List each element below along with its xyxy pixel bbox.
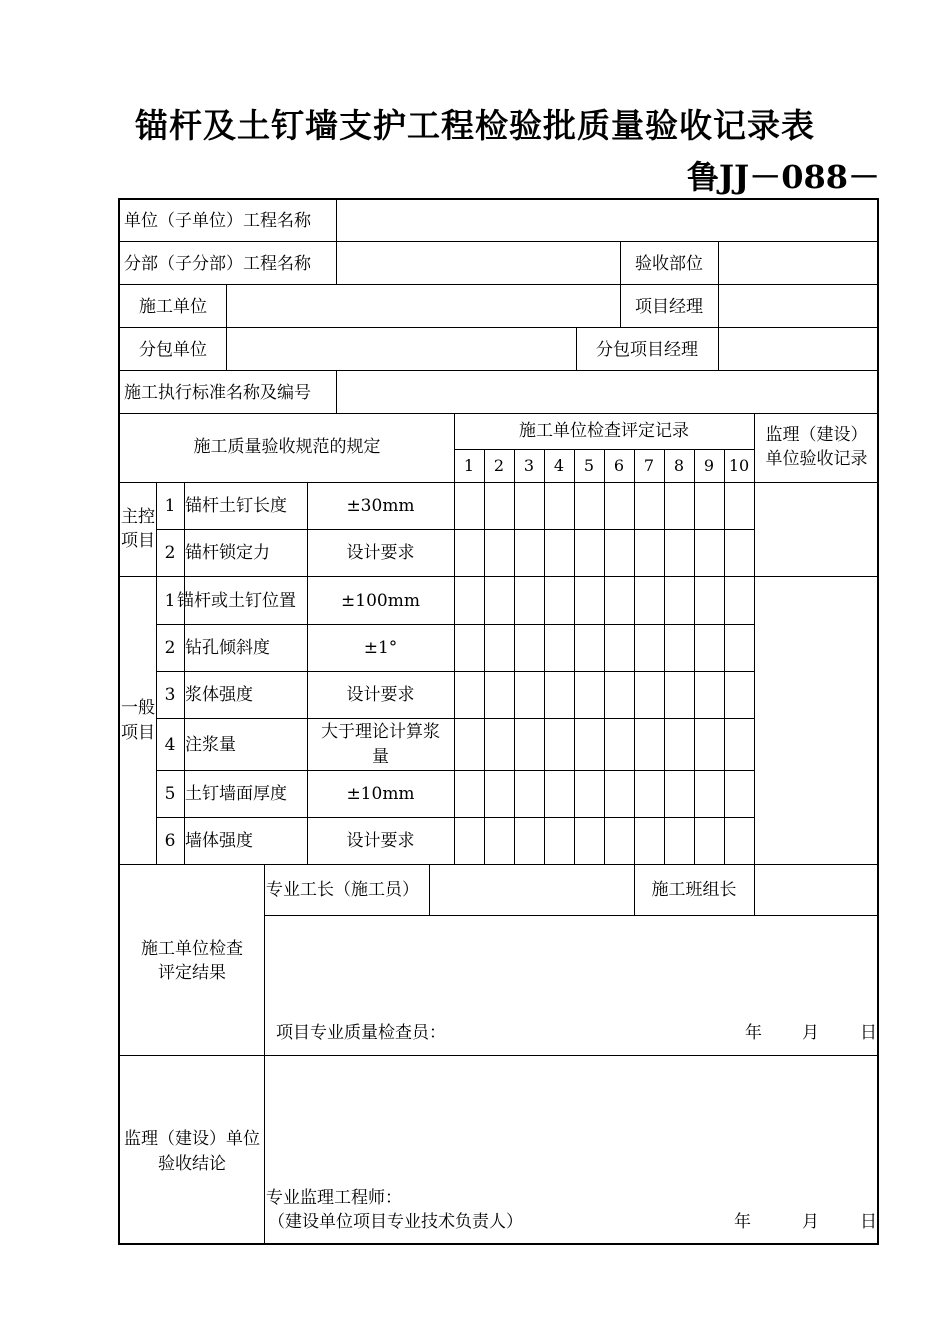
column-number: 6	[613, 456, 625, 475]
month-label: 月	[802, 1023, 819, 1043]
grid-line	[264, 915, 879, 916]
owner-rep-label: （建设单位项目专业技术负责人）	[268, 1212, 523, 1232]
grid-line	[634, 449, 635, 864]
item-name: 锚杆土钉长度	[185, 496, 287, 516]
grid-line	[120, 413, 879, 414]
form-code: 鲁JJ－088－	[686, 158, 880, 196]
subcontract-unit-label: 分包单位	[139, 340, 207, 360]
item-spec: ±100mm	[341, 591, 420, 611]
main-items-label: 主控	[121, 507, 155, 527]
grid-line	[336, 370, 337, 413]
item-number: 3	[164, 685, 176, 705]
grid-line	[754, 864, 755, 915]
month-label: 月	[802, 1212, 819, 1232]
general-items-label: 一般	[121, 698, 155, 718]
day-label: 日	[860, 1212, 877, 1232]
page-title: 锚杆及土钉墙支护工程检验批质量验收记录表	[135, 106, 815, 145]
grid-line	[724, 449, 725, 864]
grid-line	[184, 482, 185, 864]
unit-project-label: 单位（子单位）工程名称	[124, 211, 311, 231]
grid-line	[454, 413, 455, 864]
column-number: 7	[643, 456, 655, 475]
item-spec: ±30mm	[346, 496, 415, 516]
construction-check-label: 施工单位检查	[141, 939, 243, 959]
grid-line	[484, 449, 485, 864]
grid-line	[754, 413, 755, 864]
inspector-label: 项目专业质量检查员：	[276, 1023, 446, 1043]
column-number: 3	[523, 456, 535, 475]
grid-line	[120, 241, 879, 242]
general-items-label: 项目	[121, 723, 155, 743]
item-name: 钻孔倾斜度	[185, 638, 270, 658]
item-name: 土钉墙面厚度	[185, 784, 287, 804]
grid-line	[514, 449, 515, 864]
standard-label: 施工执行标准名称及编号	[124, 383, 311, 403]
item-number: 4	[164, 735, 176, 755]
day-label: 日	[860, 1023, 877, 1043]
grid-line	[718, 241, 719, 370]
item-number: 2	[164, 543, 176, 563]
accept-part-label: 验收部位	[635, 254, 703, 274]
grid-line	[120, 284, 879, 285]
grid-line	[336, 200, 337, 241]
item-spec: ±10mm	[346, 784, 415, 804]
item-spec: 大于理论计算浆	[321, 722, 440, 742]
supervision-header: 单位验收记录	[765, 449, 868, 469]
grid-line	[156, 482, 157, 864]
year-label: 年	[745, 1023, 762, 1043]
column-number: 2	[493, 456, 505, 475]
subcontract-manager-label: 分包项目经理	[596, 340, 698, 360]
column-number: 9	[703, 456, 715, 475]
engineer-label: 专业监理工程师：	[266, 1188, 402, 1208]
item-name: 锚杆或土钉位置	[177, 591, 296, 611]
construction-check-label: 评定结果	[158, 963, 226, 983]
grid-line	[664, 449, 665, 864]
item-spec: 设计要求	[346, 685, 415, 705]
item-name: 锚杆锁定力	[185, 543, 270, 563]
item-number: 2	[164, 638, 176, 658]
grid-line	[120, 482, 879, 483]
grid-line	[307, 482, 308, 864]
item-number: 6	[164, 831, 176, 851]
grid-line	[120, 864, 879, 865]
sub-project-label: 分部（子分部）工程名称	[124, 254, 311, 274]
spec-header: 施工质量验收规范的规定	[193, 437, 381, 457]
grid-line	[694, 449, 695, 864]
grid-line	[120, 1055, 879, 1056]
column-number: 4	[553, 456, 565, 475]
grid-line	[226, 284, 227, 370]
grid-line	[120, 370, 879, 371]
item-spec: ±1°	[363, 638, 398, 658]
construction-unit-label: 施工单位	[139, 297, 207, 317]
grid-line	[120, 327, 879, 328]
supervision-header: 监理（建设）	[765, 425, 868, 445]
column-number: 8	[673, 456, 685, 475]
item-name: 浆体强度	[185, 685, 253, 705]
grid-line	[336, 241, 337, 284]
grid-line	[120, 576, 879, 577]
foreman-label: 专业工长（施工员）	[266, 880, 419, 900]
supervision-label: 验收结论	[158, 1154, 226, 1174]
item-spec: 设计要求	[346, 831, 415, 851]
column-number: 10	[728, 456, 750, 475]
project-manager-label: 项目经理	[635, 297, 703, 317]
supervision-label: 监理（建设）单位	[124, 1129, 260, 1149]
column-number: 5	[583, 456, 595, 475]
item-number: 5	[164, 784, 176, 804]
grid-line	[429, 864, 430, 915]
grid-line	[574, 449, 575, 864]
item-name: 注浆量	[185, 735, 236, 755]
check-header: 施工单位检查评定记录	[519, 421, 689, 441]
grid-line	[544, 449, 545, 864]
team-leader-label: 施工班组长	[651, 880, 737, 900]
item-number: 1	[164, 496, 176, 516]
grid-line	[604, 449, 605, 864]
grid-line	[264, 864, 265, 1245]
item-spec: 设计要求	[346, 543, 415, 563]
main-items-label: 项目	[121, 531, 155, 551]
item-number: 1	[164, 591, 176, 611]
item-name: 墙体强度	[185, 831, 253, 851]
item-spec: 量	[372, 747, 389, 767]
form-table	[118, 198, 879, 1245]
year-label: 年	[734, 1212, 751, 1232]
column-number: 1	[463, 456, 475, 475]
